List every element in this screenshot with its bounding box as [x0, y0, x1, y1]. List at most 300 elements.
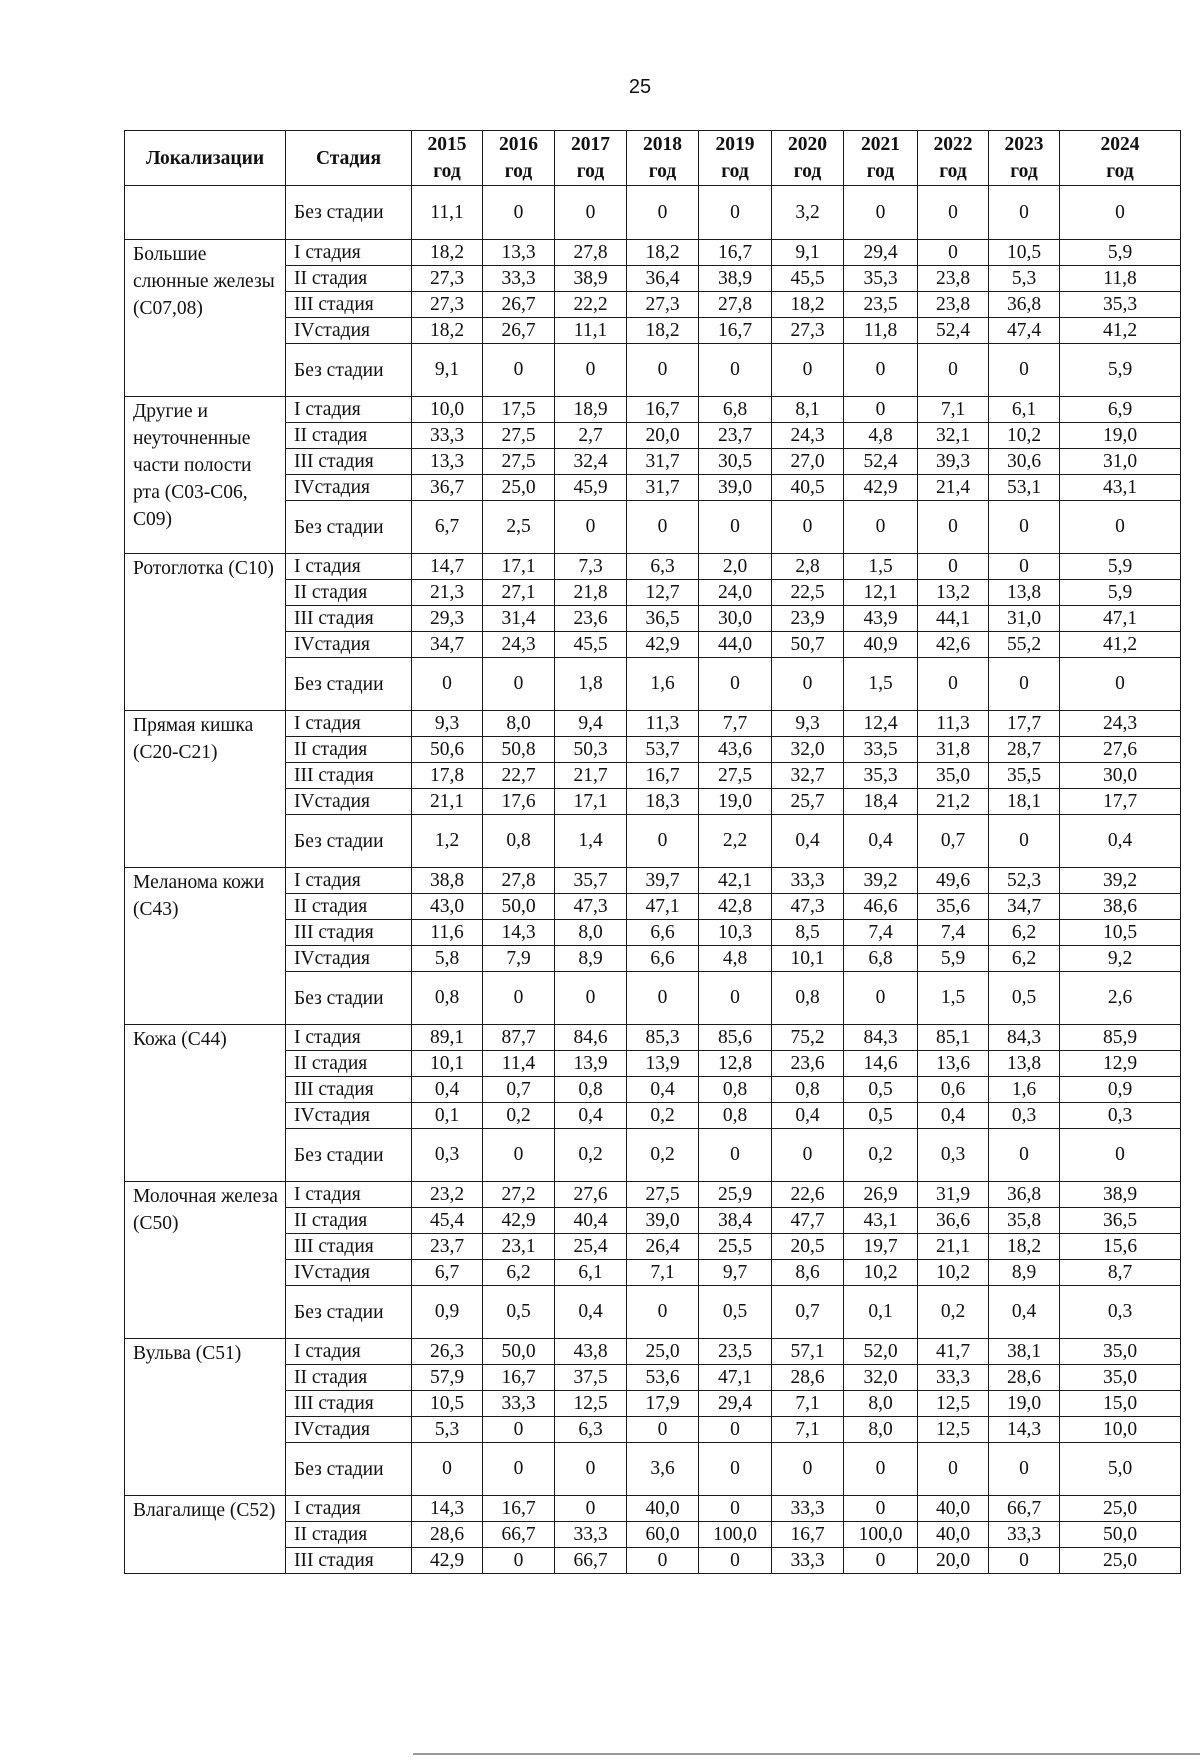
- value-cell: 14,6: [844, 1051, 918, 1077]
- value-cell: 33,5: [844, 737, 918, 763]
- value-cell: 0: [844, 344, 918, 397]
- stage-cell: II стадия: [286, 1208, 412, 1234]
- value-cell: 31,4: [483, 606, 555, 632]
- value-cell: 5,3: [412, 1417, 483, 1443]
- value-cell: 15,0: [1060, 1391, 1181, 1417]
- value-cell: 33,3: [483, 266, 555, 292]
- value-cell: 6,7: [412, 501, 483, 554]
- value-cell: 0: [918, 658, 989, 711]
- value-cell: 42,1: [699, 868, 772, 894]
- value-cell: 6,3: [627, 554, 699, 580]
- value-cell: 0,4: [627, 1077, 699, 1103]
- value-cell: 0: [844, 1496, 918, 1522]
- value-cell: 25,9: [699, 1182, 772, 1208]
- value-cell: 0,4: [555, 1103, 627, 1129]
- value-cell: 0,5: [989, 972, 1060, 1025]
- value-cell: 0: [772, 658, 844, 711]
- header-year: [989, 131, 1060, 186]
- value-cell: 18,2: [412, 240, 483, 266]
- value-cell: 39,7: [627, 868, 699, 894]
- value-cell: 30,0: [1060, 763, 1181, 789]
- value-cell: 11,1: [412, 186, 483, 240]
- localization-cell: Другие и неуточненные части полости рта (С03-С06, С09): [125, 397, 286, 554]
- value-cell: 35,3: [844, 266, 918, 292]
- localization-cell: Влагалище (С52): [125, 1496, 286, 1574]
- value-cell: 16,7: [627, 397, 699, 423]
- value-cell: 85,6: [699, 1025, 772, 1051]
- value-cell: 18,2: [627, 318, 699, 344]
- value-cell: 8,0: [844, 1417, 918, 1443]
- value-cell: 38,4: [699, 1208, 772, 1234]
- value-cell: 0: [483, 1129, 555, 1182]
- value-cell: 100,0: [699, 1522, 772, 1548]
- value-cell: 89,1: [412, 1025, 483, 1051]
- value-cell: 12,5: [555, 1391, 627, 1417]
- value-cell: 8,0: [483, 711, 555, 737]
- value-cell: 36,6: [918, 1208, 989, 1234]
- value-cell: 11,6: [412, 920, 483, 946]
- value-cell: 5,3: [989, 266, 1060, 292]
- value-cell: 8,5: [772, 920, 844, 946]
- value-cell: 35,0: [1060, 1365, 1181, 1391]
- value-cell: 27,5: [483, 449, 555, 475]
- stage-cell: Без стадии: [286, 344, 412, 397]
- header-year-unit: год: [793, 161, 822, 182]
- value-cell: 12,5: [918, 1391, 989, 1417]
- value-cell: 25,7: [772, 789, 844, 815]
- value-cell: 17,7: [1060, 789, 1181, 815]
- stage-cell: IVстадия: [286, 475, 412, 501]
- value-cell: 5,9: [1060, 554, 1181, 580]
- value-cell: 9,2: [1060, 946, 1181, 972]
- value-cell: 43,1: [844, 1208, 918, 1234]
- value-cell: 29,4: [844, 240, 918, 266]
- value-cell: 30,6: [989, 449, 1060, 475]
- value-cell: 5,9: [1060, 344, 1181, 397]
- table-row: [125, 554, 1181, 580]
- value-cell: 36,5: [627, 606, 699, 632]
- value-cell: 0,2: [627, 1129, 699, 1182]
- value-cell: 0,5: [844, 1103, 918, 1129]
- value-cell: 50,8: [483, 737, 555, 763]
- value-cell: 29,3: [412, 606, 483, 632]
- value-cell: 23,5: [844, 292, 918, 318]
- value-cell: 30,5: [699, 449, 772, 475]
- value-cell: 6,2: [989, 946, 1060, 972]
- value-cell: 52,0: [844, 1339, 918, 1365]
- value-cell: 0,4: [412, 1077, 483, 1103]
- value-cell: 35,3: [844, 763, 918, 789]
- value-cell: 0: [555, 1496, 627, 1522]
- value-cell: 1,4: [555, 815, 627, 868]
- stage-cell: IVстадия: [286, 632, 412, 658]
- value-cell: 27,2: [483, 1182, 555, 1208]
- value-cell: 9,4: [555, 711, 627, 737]
- value-cell: 17,9: [627, 1391, 699, 1417]
- stage-cell: III стадия: [286, 920, 412, 946]
- value-cell: 0: [844, 972, 918, 1025]
- value-cell: 35,7: [555, 868, 627, 894]
- value-cell: 10,0: [1060, 1417, 1181, 1443]
- header-year-unit: год: [648, 161, 677, 182]
- value-cell: 0: [483, 1443, 555, 1496]
- value-cell: 18,9: [555, 397, 627, 423]
- value-cell: 45,5: [772, 266, 844, 292]
- value-cell: 2,5: [483, 501, 555, 554]
- value-cell: 28,7: [989, 737, 1060, 763]
- value-cell: 19,0: [1060, 423, 1181, 449]
- value-cell: 8,0: [844, 1391, 918, 1417]
- value-cell: 32,0: [844, 1365, 918, 1391]
- value-cell: 25,4: [555, 1234, 627, 1260]
- value-cell: 13,8: [989, 580, 1060, 606]
- header-year-number: 2019: [715, 134, 755, 155]
- stage-cell: II стадия: [286, 894, 412, 920]
- value-cell: 5,9: [918, 946, 989, 972]
- value-cell: 0,8: [699, 1103, 772, 1129]
- value-cell: 42,6: [918, 632, 989, 658]
- table-body: [125, 186, 1181, 1574]
- value-cell: 36,8: [989, 1182, 1060, 1208]
- value-cell: 0,7: [772, 1286, 844, 1339]
- value-cell: 0: [772, 1443, 844, 1496]
- value-cell: 0: [989, 554, 1060, 580]
- stage-cell: IVстадия: [286, 1417, 412, 1443]
- value-cell: 0: [989, 186, 1060, 240]
- value-cell: 17,8: [412, 763, 483, 789]
- value-cell: 33,3: [989, 1522, 1060, 1548]
- value-cell: 36,8: [989, 292, 1060, 318]
- value-cell: 13,6: [918, 1051, 989, 1077]
- value-cell: 14,3: [483, 920, 555, 946]
- value-cell: 0: [699, 344, 772, 397]
- header-year-number: 2022: [933, 134, 973, 155]
- value-cell: 0,4: [772, 815, 844, 868]
- value-cell: 0: [1060, 1129, 1181, 1182]
- value-cell: 49,6: [918, 868, 989, 894]
- value-cell: 34,7: [989, 894, 1060, 920]
- value-cell: 12,7: [627, 580, 699, 606]
- stage-cell: IVстадия: [286, 1260, 412, 1286]
- value-cell: 0,2: [627, 1103, 699, 1129]
- value-cell: 21,8: [555, 580, 627, 606]
- header-year: [918, 131, 989, 186]
- value-cell: 18,2: [627, 240, 699, 266]
- stage-cell: Без стадии: [286, 1286, 412, 1339]
- value-cell: 0: [918, 554, 989, 580]
- value-cell: 27,8: [699, 292, 772, 318]
- value-cell: 10,5: [1060, 920, 1181, 946]
- value-cell: 0,7: [483, 1077, 555, 1103]
- value-cell: 6,7: [412, 1260, 483, 1286]
- stage-cell: I стадия: [286, 711, 412, 737]
- header-year: [627, 131, 699, 186]
- value-cell: 31,8: [918, 737, 989, 763]
- value-cell: 9,3: [412, 711, 483, 737]
- header-year-number: 2020: [788, 134, 827, 155]
- header-year-unit: год: [866, 161, 895, 182]
- value-cell: 16,7: [699, 318, 772, 344]
- value-cell: 11,4: [483, 1051, 555, 1077]
- value-cell: 0,1: [412, 1103, 483, 1129]
- value-cell: 45,9: [555, 475, 627, 501]
- value-cell: 9,7: [699, 1260, 772, 1286]
- value-cell: 0,7: [918, 815, 989, 868]
- value-cell: 1,6: [989, 1077, 1060, 1103]
- value-cell: 31,7: [627, 475, 699, 501]
- value-cell: 13,9: [627, 1051, 699, 1077]
- table-row: [125, 240, 1181, 266]
- value-cell: 39,0: [627, 1208, 699, 1234]
- value-cell: 43,8: [555, 1339, 627, 1365]
- value-cell: 0: [627, 1548, 699, 1574]
- value-cell: 16,7: [699, 240, 772, 266]
- value-cell: 23,7: [699, 423, 772, 449]
- value-cell: 84,6: [555, 1025, 627, 1051]
- value-cell: 38,9: [699, 266, 772, 292]
- value-cell: 57,1: [772, 1339, 844, 1365]
- value-cell: 11,3: [627, 711, 699, 737]
- value-cell: 52,4: [918, 318, 989, 344]
- value-cell: 17,1: [483, 554, 555, 580]
- value-cell: 35,5: [989, 763, 1060, 789]
- value-cell: 6,6: [627, 946, 699, 972]
- table-row: [125, 1496, 1181, 1522]
- value-cell: 32,0: [772, 737, 844, 763]
- value-cell: 0: [699, 658, 772, 711]
- value-cell: 16,7: [627, 763, 699, 789]
- value-cell: 20,0: [918, 1548, 989, 1574]
- value-cell: 66,7: [483, 1522, 555, 1548]
- stage-cell: III стадия: [286, 1391, 412, 1417]
- value-cell: 40,5: [772, 475, 844, 501]
- value-cell: 87,7: [483, 1025, 555, 1051]
- value-cell: 0: [844, 186, 918, 240]
- localization-cell: Кожа (С44): [125, 1025, 286, 1182]
- value-cell: 0: [772, 344, 844, 397]
- value-cell: 52,3: [989, 868, 1060, 894]
- value-cell: 47,1: [627, 894, 699, 920]
- value-cell: 10,5: [989, 240, 1060, 266]
- value-cell: 38,9: [1060, 1182, 1181, 1208]
- value-cell: 10,2: [989, 423, 1060, 449]
- value-cell: 33,3: [918, 1365, 989, 1391]
- value-cell: 47,4: [989, 318, 1060, 344]
- value-cell: 5,0: [1060, 1443, 1181, 1496]
- value-cell: 20,0: [627, 423, 699, 449]
- value-cell: 0,8: [772, 1077, 844, 1103]
- stage-cell: IVстадия: [286, 1103, 412, 1129]
- value-cell: 0: [627, 344, 699, 397]
- value-cell: 38,6: [1060, 894, 1181, 920]
- value-cell: 2,6: [1060, 972, 1181, 1025]
- value-cell: 23,9: [772, 606, 844, 632]
- value-cell: 57,9: [412, 1365, 483, 1391]
- header-year-number: 2023: [1004, 134, 1044, 155]
- value-cell: 0,1: [844, 1286, 918, 1339]
- value-cell: 0: [699, 186, 772, 240]
- value-cell: 33,3: [772, 1496, 844, 1522]
- value-cell: 53,7: [627, 737, 699, 763]
- localization-cell: Ротоглотка (С10): [125, 554, 286, 711]
- value-cell: 0: [483, 1548, 555, 1574]
- value-cell: 8,0: [555, 920, 627, 946]
- value-cell: 21,1: [918, 1234, 989, 1260]
- value-cell: 0: [483, 972, 555, 1025]
- value-cell: 31,7: [627, 449, 699, 475]
- value-cell: 1,5: [918, 972, 989, 1025]
- value-cell: 10,5: [412, 1391, 483, 1417]
- value-cell: 19,0: [699, 789, 772, 815]
- value-cell: 40,9: [844, 632, 918, 658]
- value-cell: 7,4: [844, 920, 918, 946]
- value-cell: 37,5: [555, 1365, 627, 1391]
- value-cell: 66,7: [555, 1548, 627, 1574]
- header-year-number: 2024: [1100, 134, 1140, 155]
- stage-cell: III стадия: [286, 763, 412, 789]
- value-cell: 42,9: [844, 475, 918, 501]
- value-cell: 6,2: [989, 920, 1060, 946]
- value-cell: 6,9: [1060, 397, 1181, 423]
- value-cell: 11,3: [918, 711, 989, 737]
- value-cell: 0: [844, 501, 918, 554]
- stage-cell: Без стадии: [286, 1443, 412, 1496]
- value-cell: 47,7: [772, 1208, 844, 1234]
- value-cell: 0: [918, 240, 989, 266]
- value-cell: 12,4: [844, 711, 918, 737]
- value-cell: 39,2: [1060, 868, 1181, 894]
- value-cell: 42,8: [699, 894, 772, 920]
- value-cell: 27,3: [627, 292, 699, 318]
- value-cell: 0: [699, 1548, 772, 1574]
- stage-cell: II стадия: [286, 266, 412, 292]
- value-cell: 23,5: [699, 1339, 772, 1365]
- value-cell: 5,8: [412, 946, 483, 972]
- value-cell: 0,8: [772, 972, 844, 1025]
- value-cell: 35,0: [918, 763, 989, 789]
- value-cell: 27,8: [483, 868, 555, 894]
- value-cell: 28,6: [772, 1365, 844, 1391]
- value-cell: 2,7: [555, 423, 627, 449]
- value-cell: 27,5: [699, 763, 772, 789]
- value-cell: 12,5: [918, 1417, 989, 1443]
- header-year: [555, 131, 627, 186]
- value-cell: 12,8: [699, 1051, 772, 1077]
- value-cell: 11,1: [555, 318, 627, 344]
- value-cell: 18,4: [844, 789, 918, 815]
- value-cell: 21,2: [918, 789, 989, 815]
- value-cell: 2,0: [699, 554, 772, 580]
- value-cell: 42,9: [412, 1548, 483, 1574]
- value-cell: 39,2: [844, 868, 918, 894]
- stage-cell: Без стадии: [286, 815, 412, 868]
- value-cell: 1,8: [555, 658, 627, 711]
- value-cell: 10,2: [844, 1260, 918, 1286]
- stage-cell: I стадия: [286, 868, 412, 894]
- value-cell: 45,5: [555, 632, 627, 658]
- value-cell: 27,0: [772, 449, 844, 475]
- value-cell: 13,3: [483, 240, 555, 266]
- header-year-unit: год: [576, 161, 605, 182]
- value-cell: 25,0: [1060, 1548, 1181, 1574]
- value-cell: 50,3: [555, 737, 627, 763]
- value-cell: 6,3: [555, 1417, 627, 1443]
- value-cell: 0,2: [555, 1129, 627, 1182]
- value-cell: 0: [412, 658, 483, 711]
- value-cell: 0: [989, 658, 1060, 711]
- header-year: [772, 131, 844, 186]
- value-cell: 0,5: [844, 1077, 918, 1103]
- value-cell: 33,3: [772, 868, 844, 894]
- value-cell: 1,2: [412, 815, 483, 868]
- value-cell: 55,2: [989, 632, 1060, 658]
- value-cell: 33,3: [555, 1522, 627, 1548]
- value-cell: 84,3: [844, 1025, 918, 1051]
- value-cell: 39,3: [918, 449, 989, 475]
- value-cell: 0: [699, 1496, 772, 1522]
- header-year-number: 2021: [861, 134, 900, 155]
- value-cell: 0,3: [989, 1103, 1060, 1129]
- value-cell: 0: [555, 186, 627, 240]
- value-cell: 11,8: [844, 318, 918, 344]
- value-cell: 53,6: [627, 1365, 699, 1391]
- value-cell: 22,6: [772, 1182, 844, 1208]
- value-cell: 0: [555, 1443, 627, 1496]
- value-cell: 27,6: [555, 1182, 627, 1208]
- header-year-unit: год: [939, 161, 967, 182]
- value-cell: 7,7: [699, 711, 772, 737]
- header-year-number: 2016: [499, 134, 538, 155]
- value-cell: 47,1: [699, 1365, 772, 1391]
- value-cell: 0,3: [412, 1129, 483, 1182]
- value-cell: 0,8: [412, 972, 483, 1025]
- value-cell: 8,6: [772, 1260, 844, 1286]
- value-cell: 33,3: [412, 423, 483, 449]
- value-cell: 7,3: [555, 554, 627, 580]
- value-cell: 28,6: [412, 1522, 483, 1548]
- value-cell: 26,7: [483, 292, 555, 318]
- value-cell: 0,3: [1060, 1286, 1181, 1339]
- value-cell: 24,3: [772, 423, 844, 449]
- value-cell: 41,2: [1060, 632, 1181, 658]
- value-cell: 10,1: [772, 946, 844, 972]
- value-cell: 0,4: [772, 1103, 844, 1129]
- value-cell: 31,9: [918, 1182, 989, 1208]
- value-cell: 0: [844, 1548, 918, 1574]
- stage-cell: II стадия: [286, 1365, 412, 1391]
- value-cell: 3,6: [627, 1443, 699, 1496]
- value-cell: 43,0: [412, 894, 483, 920]
- value-cell: 6,8: [699, 397, 772, 423]
- value-cell: 0: [989, 1129, 1060, 1182]
- header-localization: Локализации: [125, 131, 286, 186]
- value-cell: 50,6: [412, 737, 483, 763]
- value-cell: 14,3: [412, 1496, 483, 1522]
- value-cell: 14,3: [989, 1417, 1060, 1443]
- value-cell: 29,4: [699, 1391, 772, 1417]
- value-cell: 0,8: [483, 815, 555, 868]
- value-cell: 0,4: [555, 1286, 627, 1339]
- value-cell: 32,1: [918, 423, 989, 449]
- value-cell: 0: [844, 397, 918, 423]
- value-cell: 8,9: [555, 946, 627, 972]
- value-cell: 0: [918, 501, 989, 554]
- value-cell: 0: [989, 815, 1060, 868]
- stage-cell: Без стадии: [286, 658, 412, 711]
- value-cell: 40,0: [918, 1522, 989, 1548]
- value-cell: 75,2: [772, 1025, 844, 1051]
- stage-cell: IVстадия: [286, 789, 412, 815]
